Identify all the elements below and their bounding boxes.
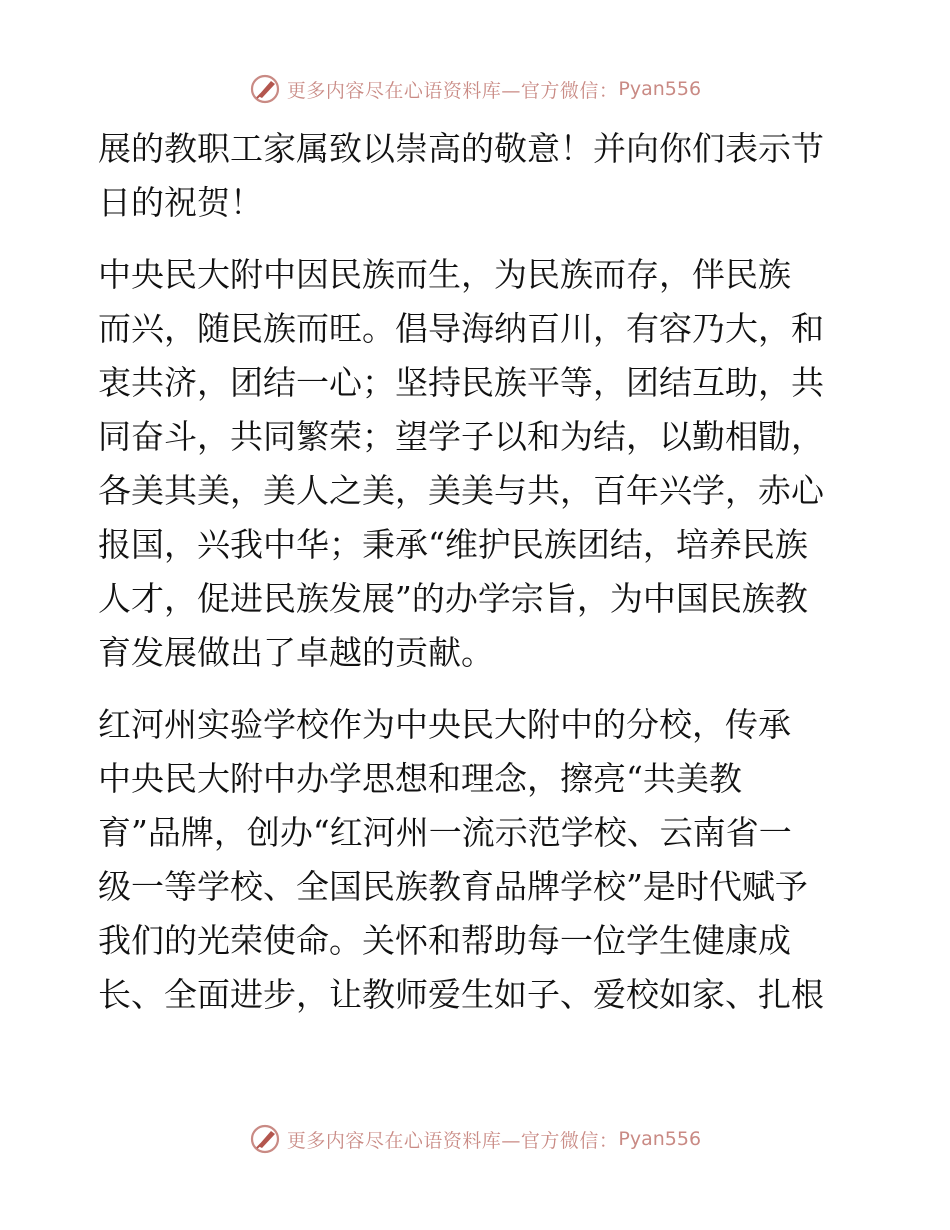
- text-line: 同奋斗，共同繁荣；望学子以和为结，以勤相勖，: [98, 417, 824, 456]
- text-line: 人才，促进民族发展”的办学宗旨，为中国民族教: [98, 579, 808, 618]
- text-line: 育发展做出了卓越的贡献。: [98, 633, 494, 672]
- text-line: 育”品牌，创办“红河州一流示范学校、云南省一: [98, 813, 792, 852]
- watermark-wechat-id: Pyan556: [618, 78, 702, 100]
- text-line: 中央民大附中办学思想和理念，擦亮“共美教: [98, 759, 742, 798]
- text-line: 报国，兴我中华；秉承“维护民族团结，培养民族: [98, 525, 808, 564]
- text-line: 中央民大附中因民族而生，为民族而存，伴民族: [98, 255, 791, 294]
- paragraph-3: [98, 698, 858, 1022]
- header-watermark: [0, 72, 950, 106]
- text-line: 展的教职工家属致以崇高的敬意！并向你们表示节: [98, 129, 824, 168]
- paragraph-1: [98, 122, 858, 230]
- watermark-wechat-id: Pyan556: [618, 1128, 702, 1150]
- watermark-text: 更多内容尽在心语资料库—官方微信：: [286, 1129, 619, 1152]
- quill-logo-icon: [249, 72, 283, 106]
- text-line: 日的祝贺！: [98, 183, 263, 222]
- document-body: [98, 122, 858, 1022]
- text-line: 衷共济，团结一心；坚持民族平等，团结互助，共: [98, 363, 824, 402]
- text-line: 各美其美，美人之美，美美与共，百年兴学，赤心: [98, 471, 824, 510]
- text-line: 而兴，随民族而旺。倡导海纳百川，有容乃大，和: [98, 309, 824, 348]
- footer-watermark: [0, 1122, 950, 1156]
- quill-logo-icon: [249, 1122, 283, 1156]
- watermark-text: 更多内容尽在心语资料库—官方微信：: [286, 79, 619, 102]
- text-line: 长、全面进步，让教师爱生如子、爱校如家、扎根: [98, 975, 824, 1014]
- paragraph-2: [98, 248, 858, 680]
- text-line: 我们的光荣使命。关怀和帮助每一位学生健康成: [98, 921, 791, 960]
- text-line: 红河州实验学校作为中央民大附中的分校，传承: [98, 705, 791, 744]
- text-line: 级一等学校、全国民族教育品牌学校”是时代赋予: [98, 867, 808, 906]
